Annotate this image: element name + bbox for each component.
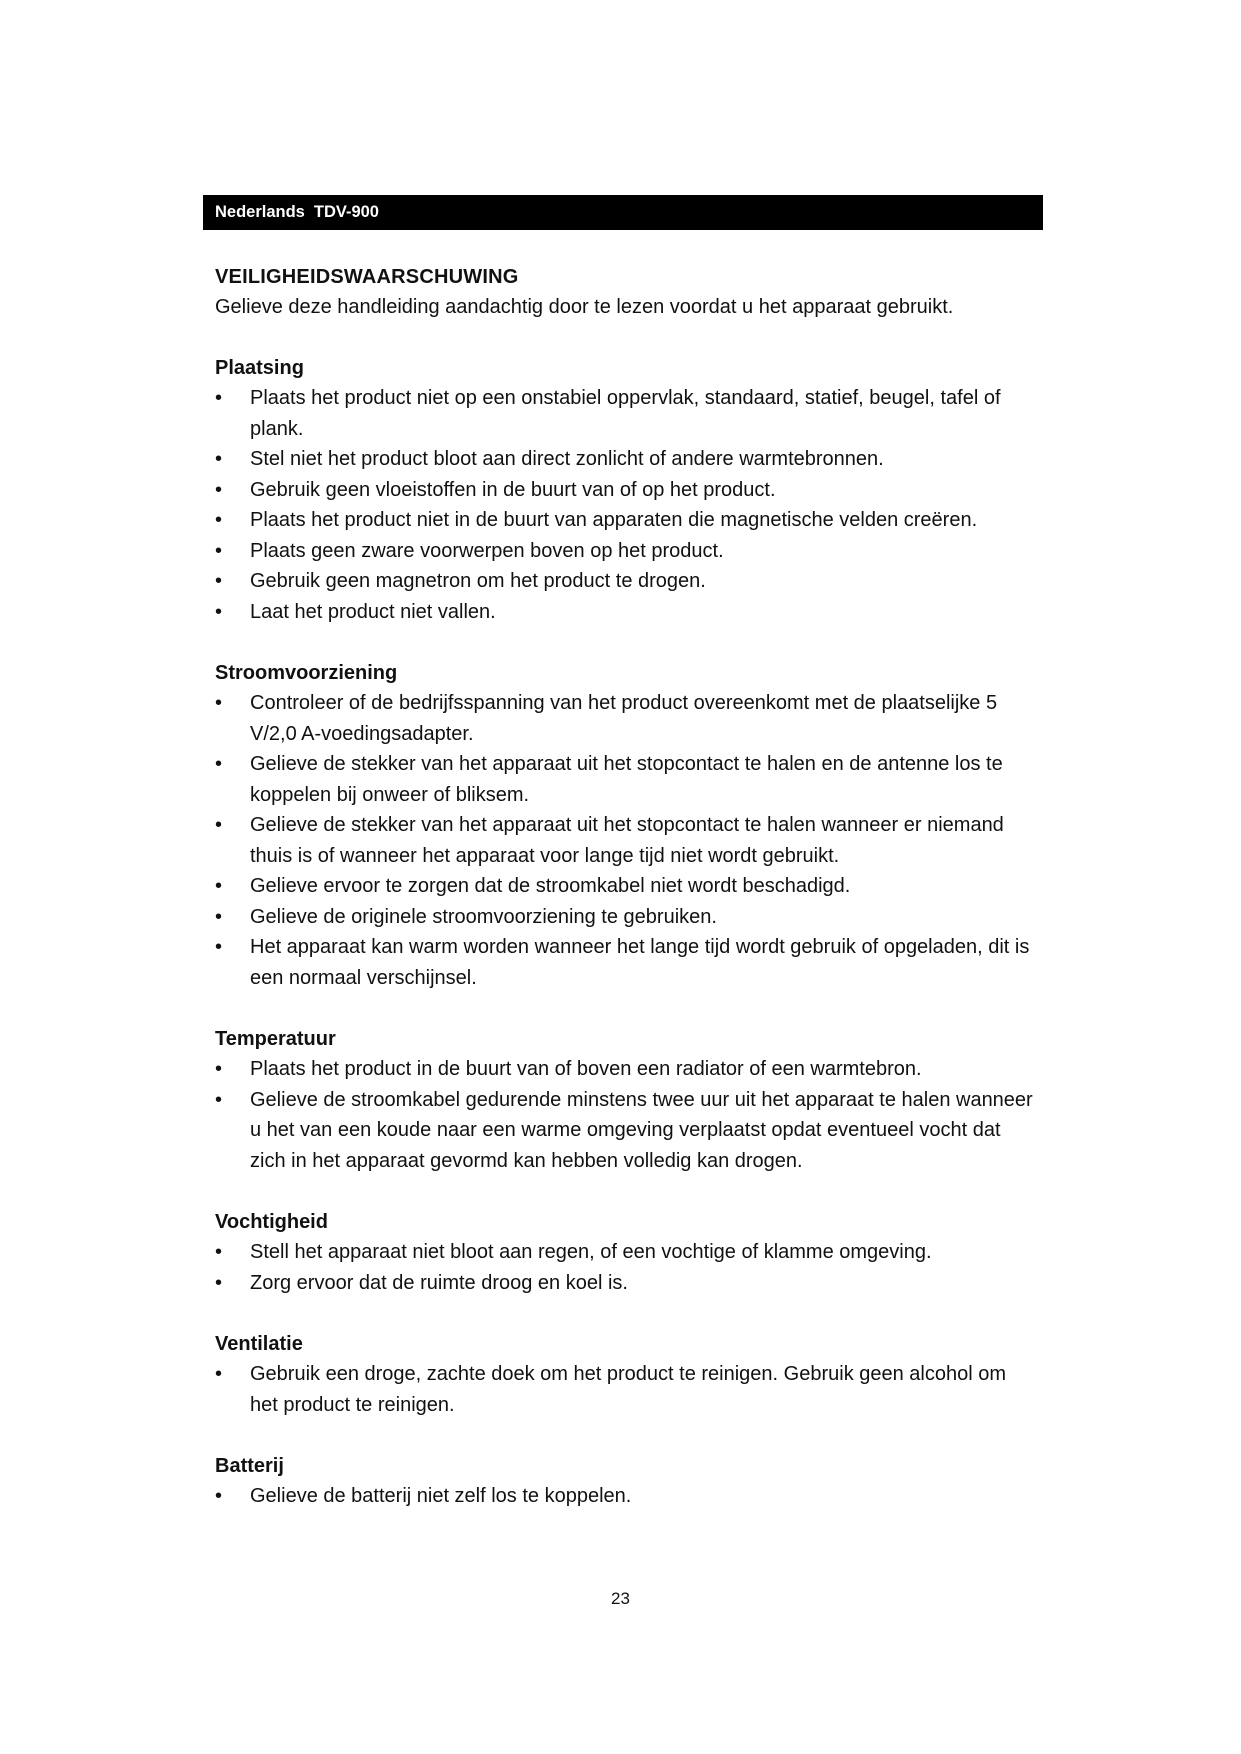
list-item <box>215 444 1035 475</box>
section-title: Ventilatie <box>215 1333 303 1355</box>
bullet-icon: • <box>215 539 223 562</box>
bullet-list <box>215 383 1035 627</box>
list-item-text: Plaats geen zware voorwerpen boven op het product. <box>250 539 724 562</box>
bullet-icon: • <box>215 1088 223 1111</box>
section-title: Plaatsing <box>215 357 304 379</box>
bullet-icon: • <box>215 753 223 775</box>
document-content <box>215 262 1035 1512</box>
bullet-icon: • <box>215 509 223 531</box>
section-title: Temperatuur <box>215 1028 336 1050</box>
list-item-text: Controleer of de bedrijfsspanning van het product overeenkomt met de plaatselijke 5 V/2,0 A-voedingsadapter. <box>250 692 998 745</box>
list-item-text: Het apparaat kan warm worden wanneer het lange tijd wordt gebruik of opgeladen, dit is een normaal verschijnsel. <box>250 936 1030 989</box>
list-item <box>215 749 1035 810</box>
list-item <box>215 871 1035 902</box>
list-item-text: Plaats het product in de buurt van of boven een radiator of een warmtebron. <box>250 1058 922 1080</box>
section-vochtigheid <box>215 1207 1035 1298</box>
section-batterij <box>215 1451 1035 1512</box>
header-bar <box>203 195 1043 230</box>
bullet-icon: • <box>215 814 223 836</box>
bullet-icon: • <box>215 875 223 897</box>
list-item <box>215 688 1035 749</box>
list-item-text: Plaats het product niet in de buurt van apparaten die magnetische velden creëren. <box>250 509 978 531</box>
list-item-text: Gelieve de stekker van het apparaat uit het stopcontact te halen wanneer er niemand thuis is of wanneer het apparaat voor lange tijd niet wordt gebruikt. <box>250 814 1004 867</box>
list-item-text: Zorg ervoor dat de ruimte droog en koel is. <box>250 1271 628 1294</box>
bullet-icon: • <box>215 936 223 958</box>
header-model: TDV-900 <box>313 203 379 221</box>
bullet-icon: • <box>215 570 223 592</box>
section-title: Vochtigheid <box>215 1211 328 1233</box>
list-item <box>215 902 1035 933</box>
bullet-list <box>215 1359 1035 1420</box>
bullet-icon: • <box>215 387 223 409</box>
section-title: Batterij <box>215 1455 284 1477</box>
bullet-icon: • <box>215 600 223 623</box>
list-item-text: Gelieve de stekker van het apparaat uit het stopcontact te halen en de antenne los te koppelen bij onweer of bliksem. <box>250 753 1003 806</box>
section-title: Stroomvoorziening <box>215 662 398 684</box>
intro-text: Gelieve deze handleiding aandachtig door te lezen voordat u het apparaat gebruikt. <box>215 296 954 318</box>
bullet-icon: • <box>215 905 223 928</box>
list-item <box>215 475 1035 506</box>
section-temperatuur <box>215 1024 1035 1176</box>
list-item <box>215 1359 1035 1420</box>
list-item <box>215 1054 1035 1085</box>
list-item-text: Gebruik geen magnetron om het product te drogen. <box>250 570 706 592</box>
bullet-icon: • <box>215 1241 223 1263</box>
page-number: 23 <box>611 1589 630 1608</box>
bullet-list <box>215 688 1035 993</box>
bullet-icon: • <box>215 1058 223 1080</box>
list-item-text: Stel niet het product bloot aan direct zonlicht of andere warmtebronnen. <box>250 448 884 470</box>
list-item-text: Gelieve ervoor te zorgen dat de stroomkabel niet wordt beschadigd. <box>250 875 851 897</box>
list-item <box>215 1481 1035 1512</box>
list-item-text: Gelieve de stroomkabel gedurende minstens twee uur uit het apparaat te halen wanneer u het van een koude naar een warme omgeving verplaatst opdat eventueel vocht dat zich in het apparaat gevormd kan hebben volledig kan drogen. <box>250 1088 1033 1172</box>
list-item <box>215 932 1035 993</box>
section-ventilatie <box>215 1329 1035 1420</box>
bullet-icon: • <box>215 692 223 714</box>
page-title: VEILIGHEIDSWAARSCHUWING <box>215 266 519 288</box>
bullet-icon: • <box>215 1271 223 1294</box>
list-item-text: Gebruik een droge, zachte doek om het product te reinigen. Gebruik geen alcohol om het product te reinigen. <box>250 1363 1007 1416</box>
bullet-list <box>215 1237 1035 1298</box>
bullet-list <box>215 1054 1035 1176</box>
sections-container <box>215 353 1035 1512</box>
bullet-icon: • <box>215 448 223 470</box>
bullet-icon: • <box>215 1363 223 1385</box>
list-item <box>215 1268 1035 1299</box>
list-item <box>215 1085 1035 1177</box>
list-item-text: Gebruik geen vloeistoffen in de buurt van of op het product. <box>250 478 776 501</box>
list-item-text: Laat het product niet vallen. <box>250 600 496 623</box>
section-plaatsing <box>215 353 1035 627</box>
bullet-list <box>215 1481 1035 1512</box>
list-item <box>215 536 1035 567</box>
bullet-icon: • <box>215 1485 223 1507</box>
list-item <box>215 810 1035 871</box>
header-language: Nederlands <box>215 203 305 221</box>
list-item-text: Gelieve de originele stroomvoorziening te gebruiken. <box>250 905 717 928</box>
list-item <box>215 505 1035 536</box>
list-item <box>215 383 1035 444</box>
list-item-text: Gelieve de batterij niet zelf los te koppelen. <box>250 1485 632 1507</box>
list-item-text: Stell het apparaat niet bloot aan regen, of een vochtige of klamme omgeving. <box>250 1241 932 1263</box>
list-item-text: Plaats het product niet op een onstabiel oppervlak, standaard, statief, beugel, tafel of plank. <box>250 387 1001 440</box>
section-stroomvoorziening <box>215 658 1035 993</box>
list-item <box>215 566 1035 597</box>
list-item <box>215 597 1035 628</box>
bullet-icon: • <box>215 478 223 501</box>
list-item <box>215 1237 1035 1268</box>
